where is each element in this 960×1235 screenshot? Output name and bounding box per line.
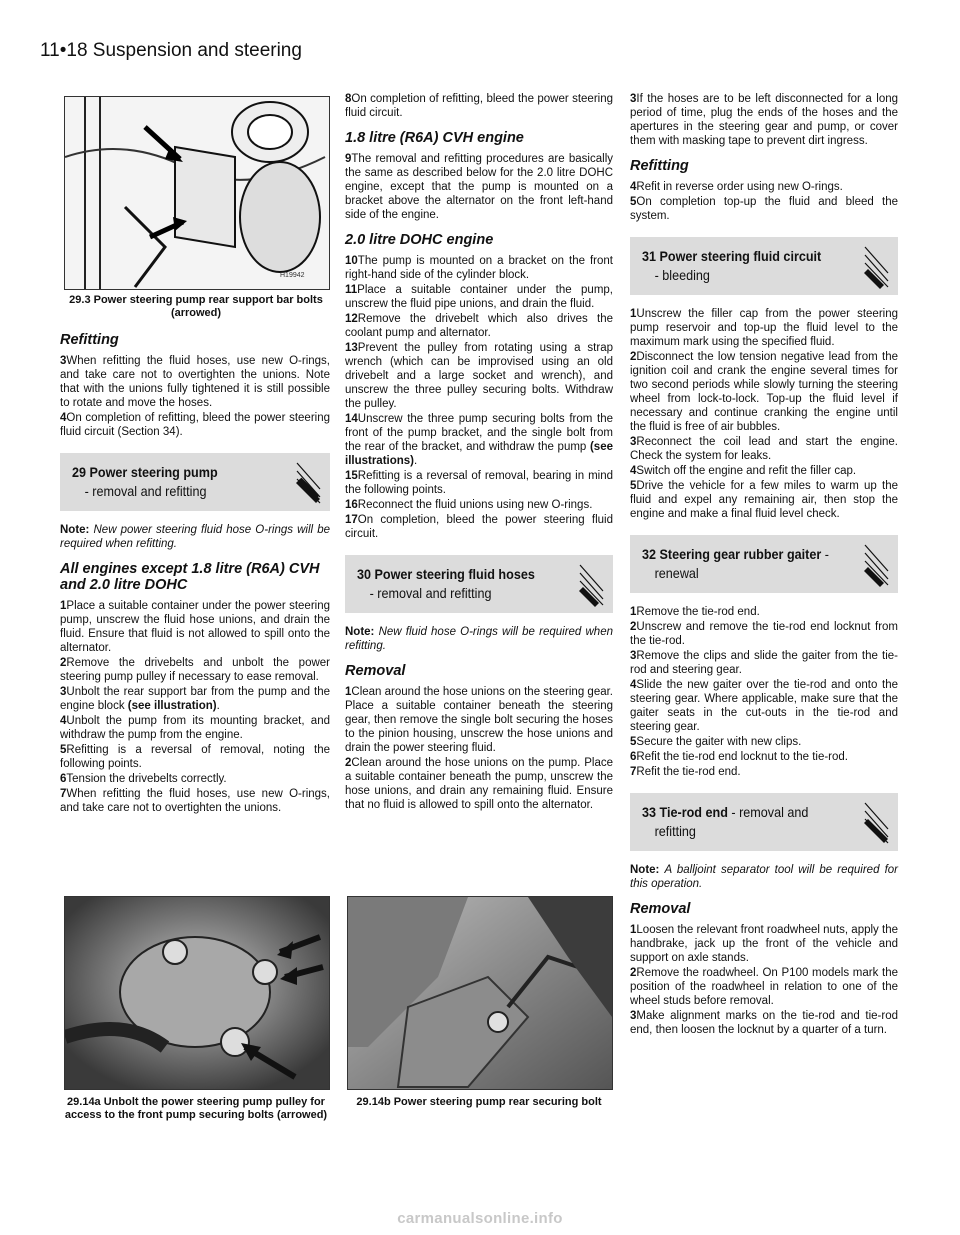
page-title: 11•18 Suspension and steering xyxy=(40,40,302,61)
removal-heading: Removal xyxy=(630,901,691,917)
column-3 xyxy=(630,92,898,1038)
paragraph: 6Tension the drivebelts correctly. xyxy=(60,773,227,785)
paragraph: 1Unscrew the filler cap from the power steering pump reservoir and top-up the fluid level to the maximum mark using the specified fluid. xyxy=(630,308,898,348)
paragraph: 11Place a suitable container under the pump, unscrew the fluid pipe unions, and drain the fluid. xyxy=(345,284,613,310)
note: Note: A balljoint separator tool will be required for this operation. xyxy=(630,864,898,890)
watermark: carmanualsonline.info xyxy=(397,1210,563,1227)
paragraph: 2Remove the roadwheel. On P100 models mark the position of the roadwheel in relation to one of the wheel studs before removal. xyxy=(630,967,898,1007)
all-engines-heading: All engines except 1.8 litre (R6A) CVH and 2.0 litre DOHC xyxy=(60,561,320,593)
paragraph: 4Switch off the engine and refit the filler cap. xyxy=(630,465,857,477)
paragraph: 7Refit the tie-rod end. xyxy=(630,766,741,778)
difficulty-spanner-icon xyxy=(862,541,892,587)
paragraph: 13Prevent the pulley from rotating using a strap wrench (which can be improvised using an old drivebelt and a large socket and wrench), and unscrew the three pulley securing bolts. Withdraw the pulley. xyxy=(345,342,613,410)
photo-illustration xyxy=(65,897,329,1089)
cvh-heading: 1.8 litre (R6A) CVH engine xyxy=(345,130,524,146)
removal-heading: Removal xyxy=(345,663,406,679)
column-2 xyxy=(345,92,613,813)
figure-29-14b-caption: 29.14b Power steering pump rear securing bolt xyxy=(356,1096,602,1108)
note: Note: New fluid hose O-rings will be required when refitting. xyxy=(345,626,613,652)
refitting-heading: Refitting xyxy=(630,158,689,174)
section-29-heading: 29 Power steering pump - removal and refitting xyxy=(60,453,330,511)
paragraph: 1Place a suitable container under the power steering pump, unscrew the fluid hose unions, and drain the fluid. Ensure that fluid is not allowed to spill onto the alternator. xyxy=(60,600,330,654)
difficulty-spanner-icon xyxy=(577,561,607,607)
paragraph: 14Unscrew the three pump securing bolts from the front of the pump bracket, and the single bolt from the rear of the bracket, and withdraw the pump (see illustrations). xyxy=(345,413,613,467)
paragraph: 15Refitting is a reversal of removal, bearing in mind the following points. xyxy=(345,470,613,496)
column-1 xyxy=(60,332,330,816)
paragraph: 6Refit the tie-rod end locknut to the tie-rod. xyxy=(630,751,848,763)
paragraph: 4Refit in reverse order using new O-rings. xyxy=(630,181,843,193)
difficulty-spanner-icon xyxy=(294,459,324,505)
svg-text:H19942: H19942 xyxy=(280,272,305,279)
figure-29-14a-photo xyxy=(64,896,330,1090)
section-33-heading: 33 Tie-rod end - removal and refitting xyxy=(630,793,898,851)
paragraph: 1Loosen the relevant front roadwheel nuts, apply the handbrake, jack up the front of the vehicle and support on axle stands. xyxy=(630,924,898,964)
line-drawing-illustration xyxy=(65,97,329,289)
difficulty-spanner-icon xyxy=(862,243,892,289)
figure-29-14b-photo xyxy=(347,896,613,1090)
paragraph: 3When refitting the fluid hoses, use new O-rings, and take care not to overtighten the unions. Note that with the unions fully tightened it is still possible to rotate and move the hoses. xyxy=(60,355,330,409)
paragraph: 2Unscrew and remove the tie-rod end locknut from the tie-rod. xyxy=(630,621,898,647)
dohc-heading: 2.0 litre DOHC engine xyxy=(345,232,494,248)
paragraph: 5On completion top-up the fluid and bleed the system. xyxy=(630,196,898,222)
section-32-heading: 32 Steering gear rubber gaiter - renewal xyxy=(630,535,898,593)
paragraph: 12Remove the drivebelt which also drives the coolant pump and alternator. xyxy=(345,313,613,339)
paragraph: 1Clean around the hose unions on the steering gear. Place a suitable container beneath the steering gear, then remove the single bolt securing the hoses to the pinion housing, unscrew the hose unions and drain the power steering fluid. xyxy=(345,686,613,754)
note: Note: New power steering fluid hose O-rings will be required when refitting. xyxy=(60,524,330,550)
paragraph: 1Remove the tie-rod end. xyxy=(630,606,760,618)
figure-29-3-caption: 29.3 Power steering pump rear support bar bolts (arrowed) xyxy=(69,294,323,319)
paragraph: 5Secure the gaiter with new clips. xyxy=(630,736,802,748)
paragraph: 4Slide the new gaiter over the tie-rod and onto the steering gear. Where applicable, make sure that the gaiter seats in the cut-outs in the tie-rod and steering gear. xyxy=(630,679,898,733)
section-30-heading: 30 Power steering fluid hoses - removal and refitting xyxy=(345,555,613,613)
paragraph: 4Unbolt the pump from its mounting bracket, and withdraw the pump from the engine. xyxy=(60,715,330,741)
paragraph: 3Make alignment marks on the tie-rod and tie-rod end, then loosen the locknut by a quarter of a turn. xyxy=(630,1010,898,1036)
paragraph: 17On completion, bleed the power steering fluid circuit. xyxy=(345,514,613,540)
paragraph: 3If the hoses are to be left disconnected for a long period of time, plug the ends of the hoses and the apertures in the steering gear and pump, or cover them with masking tape to prevent dirt ingress. xyxy=(630,93,898,147)
section-31-heading: 31 Power steering fluid circuit - bleeding xyxy=(630,237,898,295)
paragraph: 7When refitting the fluid hoses, use new O-rings, and take care not to overtighten the unions. xyxy=(60,788,330,814)
paragraph: 4On completion of refitting, bleed the power steering fluid circuit (Section 34). xyxy=(60,412,330,438)
paragraph: 16Reconnect the fluid unions using new O-rings. xyxy=(345,499,593,511)
paragraph: 2Disconnect the low tension negative lead from the ignition coil and crank the engine several times for two second periods while slowly turning the steering wheel from lock-to-lock. Top-up the fluid level if necessary and continue cranking the engine until the fluid is free of air bubbles. xyxy=(630,351,898,433)
paragraph: 9The removal and refitting procedures are basically the same as described below for the 2.0 litre DOHC engine, except that the pump is mounted on a bracket above the alternator on the front left-hand side of the engine. xyxy=(345,153,613,221)
paragraph: 8On completion of refitting, bleed the power steering fluid circuit. xyxy=(345,93,613,119)
paragraph: 3Remove the clips and slide the gaiter from the tie-rod and steering gear. xyxy=(630,650,898,676)
figure-29-3-photo xyxy=(64,96,330,290)
paragraph: 3Reconnect the coil lead and start the engine. Check the system for leaks. xyxy=(630,436,898,462)
photo-illustration xyxy=(348,897,612,1089)
paragraph: 2Clean around the hose unions on the pump. Place a suitable container beneath the pump, unscrew the hose unions, and drain any remaining fluid. Ensure that no fluid is allowed to spill onto the alternator. xyxy=(345,757,613,811)
paragraph: 10The pump is mounted on a bracket on the front right-hand side of the cylinder block. xyxy=(345,255,613,281)
paragraph: 5Refitting is a reversal of removal, noting the following points. xyxy=(60,744,330,770)
paragraph: 2Remove the drivebelts and unbolt the power steering pump pulley if necessary to ease removal. xyxy=(60,657,330,683)
paragraph: 5Drive the vehicle for a few miles to warm up the fluid and expel any remaining air, then stop the engine and make a final fluid level check. xyxy=(630,480,898,520)
refitting-heading: Refitting xyxy=(60,332,119,348)
figure-29-14a-caption: 29.14a Unbolt the power steering pump pulley for access to the front pump securing bolts (arrowed) xyxy=(64,1096,328,1121)
paragraph: 3Unbolt the rear support bar from the pump and the engine block (see illustration). xyxy=(60,686,330,712)
difficulty-spanner-icon xyxy=(862,799,892,845)
